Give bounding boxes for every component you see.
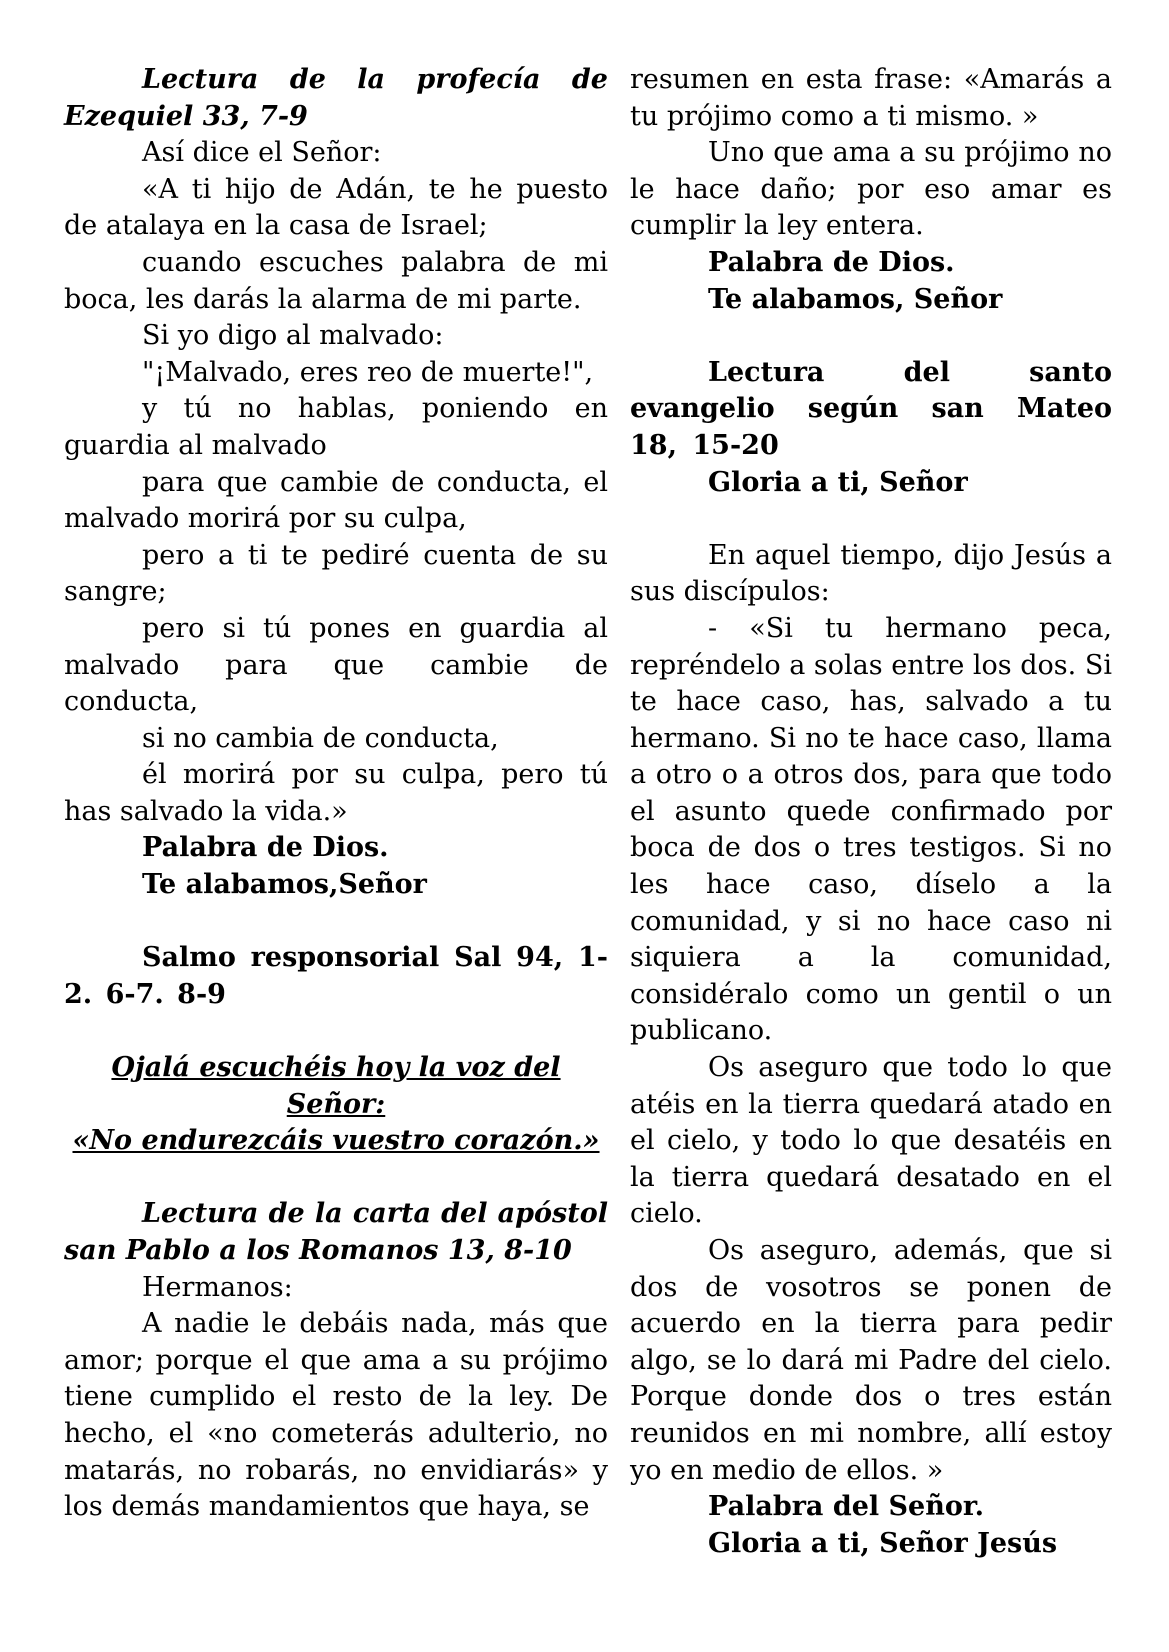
spacer <box>64 1013 608 1050</box>
paragraph: Si yo digo al malvado: <box>142 320 444 352</box>
response-line: Gloria a ti, Señor <box>708 466 968 498</box>
paragraph: pero si tú pones en guardia al malvado para que cambie de conducta, <box>64 612 608 718</box>
left-column <box>64 62 608 1526</box>
reading-title: Lectura de la carta del apóstol san Pablo a los Romanos 13, 8-10 <box>64 1198 608 1266</box>
paragraph: Os aseguro, además, que si dos de vosotros se ponen de acuerdo en la tierra para pedir algo, se lo dará mi Padre del cielo. Porque donde dos o tres están reunidos en mi nombre, allí estoy yo en medio de ellos. » <box>630 1235 1112 1486</box>
paragraph: "¡Malvado, eres reo de muerte!", <box>142 356 594 388</box>
paragraph: Os aseguro que todo lo que atéis en la tierra quedará atado en el cielo, y todo lo que desatéis en la tierra quedará desatado en el cielo. <box>630 1052 1112 1230</box>
paragraph: si no cambia de conducta, <box>142 722 499 754</box>
gospel-title: Lectura del santo evangelio según san Mateo 18, 15-20 <box>630 356 1112 461</box>
response-line: Te alabamos, Señor <box>708 283 1003 315</box>
paragraph: Así dice el Señor: <box>142 137 382 169</box>
paragraph: para que cambie de conducta, el malvado morirá por su culpa, <box>64 466 608 535</box>
paragraph: «A ti hijo de Adán, te he puesto de atalaya en la casa de Israel; <box>64 173 608 242</box>
psalm-refrain: «No endurezcáis vuestro corazón.» <box>72 1125 600 1157</box>
spacer <box>630 318 1112 355</box>
paragraph: él morirá por su culpa, pero tú has salvado la vida.» <box>64 759 608 827</box>
response-line: Palabra de Dios. <box>142 832 389 864</box>
psalm-title: Salmo responsorial Sal 94, 1-2. 6-7. 8-9 <box>64 942 608 1010</box>
paragraph: - «Si tu hermano peca, repréndelo a solas entre los dos. Si te hace caso, has, salvado a tu hermano. Si no te hace caso, llama a otro o a otros dos, para que todo el asunto quede confirmado por boca de dos o tres testigos. Si no les hace caso, díselo a la comunidad, y si no hace caso ni siquiera a la comunidad, considéralo como un gentil o un publicano. <box>630 612 1112 1047</box>
paragraph: y tú no hablas, poniendo en guardia al malvado <box>64 393 608 461</box>
psalm-refrain: Ojalá escuchéis hoy la voz del Señor: <box>111 1052 561 1120</box>
response-line: Palabra de Dios. <box>708 246 955 278</box>
spacer <box>64 904 608 941</box>
response-line: Te alabamos,Señor <box>142 869 427 901</box>
spacer <box>64 1160 608 1197</box>
right-column <box>630 62 1112 1562</box>
paragraph: cuando escuches palabra de mi boca, les darás la alarma de mi parte. <box>64 246 608 315</box>
paragraph: En aquel tiempo, dijo Jesús a sus discípulos: <box>630 539 1112 608</box>
response-line: Palabra del Señor. <box>708 1491 984 1523</box>
paragraph: A nadie le debáis nada, más que amor; porque el que ama a su prójimo tiene cumplido el resto de la ley. De hecho, el «no cometerás adulterio, no matarás, no robarás, no envidiarás» y los demás mandamientos que haya, se <box>64 1308 608 1523</box>
paragraph: Uno que ama a su prójimo no le hace daño; por eso amar es cumplir la ley entera. <box>630 137 1112 242</box>
paragraph: Hermanos: <box>142 1271 293 1303</box>
reading-title: Lectura de la profecía de Ezequiel 33, 7-9 <box>64 64 608 132</box>
paragraph: pero a ti te pediré cuenta de su sangre; <box>64 539 608 608</box>
response-line: Gloria a ti, Señor Jesús <box>708 1527 1058 1559</box>
paragraph: resumen en esta frase: «Amarás a tu prójimo como a ti mismo. » <box>630 64 1112 132</box>
spacer <box>630 501 1112 538</box>
